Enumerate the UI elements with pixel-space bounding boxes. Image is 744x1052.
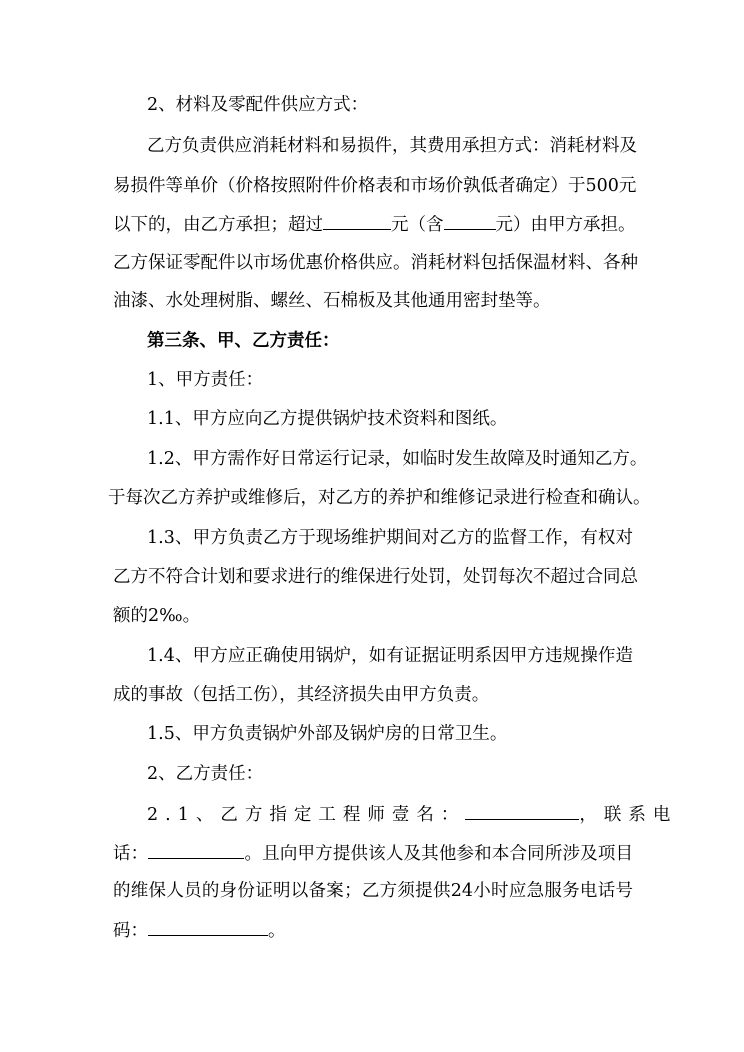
- blank-phone: [148, 841, 244, 859]
- blank-amount-incl: [444, 212, 496, 230]
- blank-engineer-name: [465, 802, 579, 820]
- paragraph-line: 以下的，由乙方承担；超过 元（含 元）由甲方承担。: [113, 212, 633, 236]
- item-1-4-line: 成的事故（包括工伤），其经济损失由甲方负责。: [113, 685, 490, 705]
- paragraph-line: 油漆、水处理树脂、螺丝、石棉板及其他通用密封垫等。: [113, 291, 551, 311]
- article-3-heading: 第三条、甲、乙方责任：: [147, 331, 340, 351]
- item-1-3-line: 乙方不符合计划和要求进行的维保进行处罚，处罚每次不超过合同总: [113, 567, 638, 587]
- party-a-title: 1、甲方责任：: [147, 370, 264, 390]
- paragraph-line: 乙方负责供应消耗材料和易损件，其费用承担方式：消耗材料及: [147, 136, 637, 156]
- item-2-1-line: 话： 。且向甲方提供该人及其他参和本合同所涉及项目: [113, 841, 633, 865]
- item-1-4-line: 1.4、甲方应正确使用锅炉，如有证据证明系因甲方违规操作造: [147, 646, 633, 666]
- item-2-1-line: 2.1、乙方指定工程师壹名： ，联系电: [147, 802, 633, 826]
- blank-amount-over: [323, 212, 391, 230]
- paragraph-line: 乙方保证零配件以市场优惠价格供应。消耗材料包括保温材料、各种: [113, 253, 638, 273]
- item-1-1: 1.1、甲方应向乙方提供锅炉技术资料和图纸。: [147, 409, 508, 429]
- item-1-2-line: 于每次乙方养护或维修后，对乙方的养护和维修记录进行检查和确认。: [108, 488, 651, 508]
- paragraph-line: 易损件等单价（价格按照附件价格表和市场价孰低者确定）于500元: [113, 176, 637, 196]
- item-1-5: 1.5、甲方负责锅炉外部及锅炉房的日常卫生。: [147, 724, 508, 744]
- item-1-3-line: 额的2‰。: [113, 606, 201, 626]
- section-2-title: 2、材料及零配件供应方式：: [147, 95, 369, 115]
- party-b-title: 2、乙方责任：: [147, 764, 264, 784]
- item-1-2-line: 1.2、甲方需作好日常运行记录，如临时发生故障及时通知乙方。: [147, 449, 648, 469]
- blank-emergency-phone: [148, 918, 268, 936]
- item-2-1-line: 的维保人员的身份证明以备案；乙方须提供24小时应急服务电话号: [113, 881, 633, 901]
- item-1-3-line: 1.3、甲方负责乙方于现场维护期间对乙方的监督工作，有权对: [147, 528, 633, 548]
- item-2-1-line: 码： 。: [113, 918, 286, 942]
